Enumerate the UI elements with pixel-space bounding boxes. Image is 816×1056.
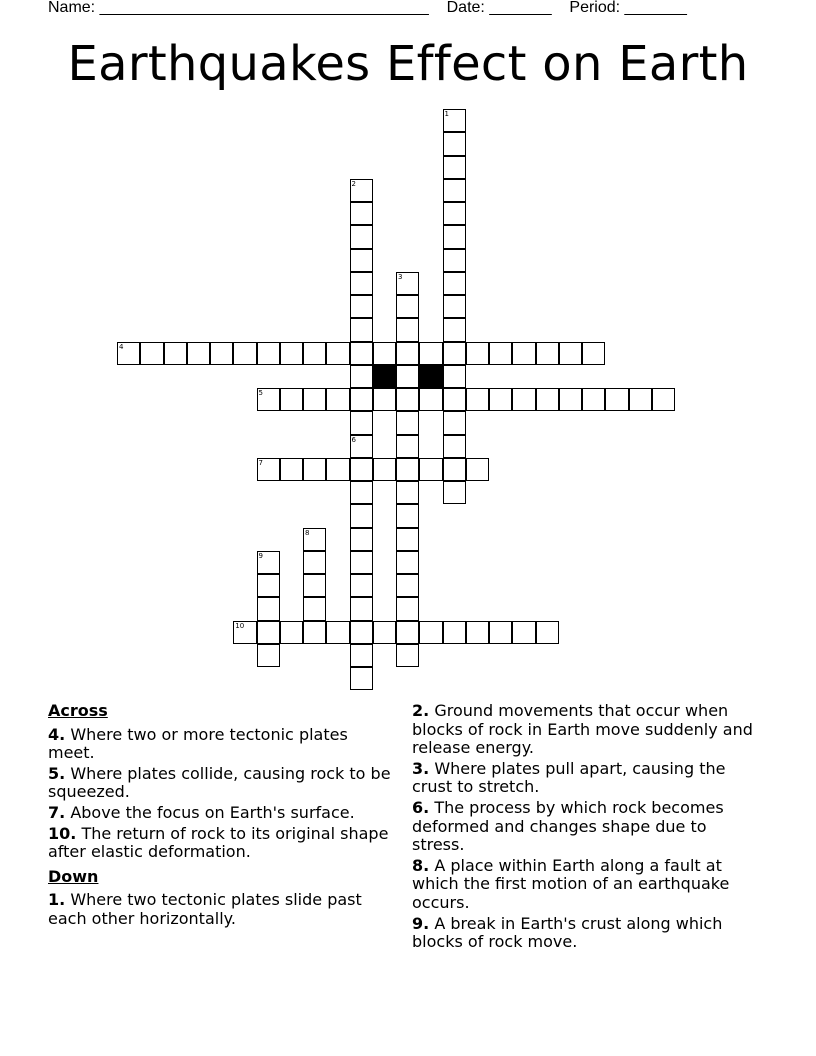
crossword-cell[interactable] (396, 621, 419, 644)
crossword-cell[interactable] (350, 388, 373, 411)
name-label: Name: (48, 0, 96, 16)
crossword-cell[interactable] (443, 202, 466, 225)
crossword-cell[interactable] (396, 388, 419, 411)
down-clue-6 (412, 799, 762, 855)
crossword-cell[interactable] (164, 342, 187, 365)
clue-number: 8. (412, 855, 430, 875)
clue-text: The process by which rock becomes deformed and changes shape due to stress. (412, 797, 724, 855)
clue-number-label: 2 (351, 179, 356, 188)
crossword-cell[interactable] (419, 458, 442, 481)
crossword-cell[interactable] (257, 621, 280, 644)
crossword-cell[interactable] (326, 458, 349, 481)
crossword-cell[interactable] (605, 388, 628, 411)
crossword-cell[interactable] (489, 388, 512, 411)
crossword-cell[interactable] (443, 458, 466, 481)
crossword-cell[interactable] (629, 388, 652, 411)
crossword-cell[interactable] (443, 156, 466, 179)
crossword-cell[interactable] (257, 597, 280, 620)
crossword-cell[interactable] (466, 458, 489, 481)
crossword-cell[interactable] (443, 621, 466, 644)
crossword-cell[interactable] (443, 365, 466, 388)
crossword-cell[interactable] (443, 225, 466, 248)
crossword-cell[interactable] (396, 411, 419, 434)
crossword-cell[interactable] (396, 504, 419, 527)
crossword-cell[interactable] (396, 481, 419, 504)
down-clue-8 (412, 857, 762, 913)
crossword-cell[interactable] (303, 528, 326, 551)
crossword-cell[interactable] (303, 574, 326, 597)
clue-number: 4. (48, 724, 66, 744)
crossword-cell[interactable] (303, 342, 326, 365)
crossword-cell[interactable] (373, 621, 396, 644)
crossword-cell[interactable] (396, 458, 419, 481)
crossword-cell[interactable] (257, 574, 280, 597)
crossword-cell[interactable] (582, 388, 605, 411)
crossword-cell[interactable] (233, 342, 256, 365)
clue-text: The return of rock to its original shape after elastic deformation. (48, 823, 389, 862)
crossword-cell[interactable] (350, 481, 373, 504)
across-clue-5 (48, 765, 393, 802)
clue-number-label: 1 (444, 110, 449, 118)
crossword-cell[interactable] (350, 295, 373, 318)
crossword-cell[interactable] (350, 365, 373, 388)
crossword-cell[interactable] (443, 109, 466, 132)
down-clue-3 (412, 760, 762, 797)
crossword-cell[interactable] (303, 621, 326, 644)
crossword-cell[interactable] (350, 435, 373, 458)
clue-number: 5. (48, 763, 66, 783)
crossword-cell[interactable] (559, 388, 582, 411)
clue-text: Where two or more tectonic plates meet. (48, 724, 348, 763)
crossword-cell[interactable] (419, 388, 442, 411)
crossword-cell[interactable] (443, 411, 466, 434)
clue-number: 3. (412, 758, 430, 778)
clue-number-label: 6 (351, 435, 356, 444)
down-clue-9 (412, 915, 762, 952)
crossword-cell[interactable] (443, 272, 466, 295)
crossword-cell[interactable] (559, 342, 582, 365)
crossword-cell[interactable] (536, 621, 559, 644)
crossword-black-cell (373, 365, 396, 388)
crossword-cell[interactable] (280, 342, 303, 365)
period-label: Period: (569, 0, 621, 16)
crossword-cell[interactable] (396, 528, 419, 551)
crossword-cell[interactable] (443, 435, 466, 458)
clue-text: Where plates pull apart, causing the crust to stretch. (412, 758, 726, 797)
crossword-cell[interactable] (140, 342, 163, 365)
crossword-cell[interactable] (326, 342, 349, 365)
crossword-cell[interactable] (280, 458, 303, 481)
crossword-cell[interactable] (257, 644, 280, 667)
crossword-cell[interactable] (419, 621, 442, 644)
crossword-cell[interactable] (396, 597, 419, 620)
crossword-cell[interactable] (373, 458, 396, 481)
crossword-cell[interactable] (419, 342, 442, 365)
crossword-cell[interactable] (536, 342, 559, 365)
down-clue-2 (412, 702, 762, 758)
crossword-cell[interactable] (350, 225, 373, 248)
crossword-cell[interactable] (512, 621, 535, 644)
crossword-cell[interactable] (350, 644, 373, 667)
crossword-cell[interactable] (257, 551, 280, 574)
crossword-cell[interactable] (466, 621, 489, 644)
crossword-cell[interactable] (350, 342, 373, 365)
crossword-cell[interactable] (350, 551, 373, 574)
crossword-cell[interactable] (466, 388, 489, 411)
clues-left-column (48, 702, 393, 931)
crossword-cell[interactable] (396, 295, 419, 318)
crossword-cell[interactable] (303, 458, 326, 481)
crossword-cell[interactable] (512, 388, 535, 411)
across-heading: Across (48, 701, 108, 720)
crossword-cell[interactable] (280, 388, 303, 411)
crossword-cell[interactable] (443, 318, 466, 341)
clue-number-label: 3 (398, 272, 403, 281)
clues-right-column (412, 702, 762, 954)
clue-text: Ground movements that occur when blocks of rock in Earth move suddenly and release energy. (412, 701, 753, 758)
crossword-cell[interactable] (257, 388, 280, 411)
clue-number: 6. (412, 797, 430, 817)
crossword-cell[interactable] (373, 388, 396, 411)
clue-number: 10. (48, 823, 77, 843)
crossword-cell[interactable] (350, 667, 373, 690)
crossword-cell[interactable] (443, 342, 466, 365)
crossword-cell[interactable] (396, 435, 419, 458)
crossword-cell[interactable] (117, 342, 140, 365)
crossword-cell[interactable] (396, 574, 419, 597)
crossword-cell[interactable] (443, 481, 466, 504)
crossword-cell[interactable] (652, 388, 675, 411)
crossword-cell[interactable] (396, 272, 419, 295)
crossword-cell[interactable] (257, 458, 280, 481)
crossword-cell[interactable] (326, 621, 349, 644)
crossword-cell[interactable] (187, 342, 210, 365)
crossword-cell[interactable] (443, 249, 466, 272)
clue-number: 9. (412, 913, 430, 933)
crossword-cell[interactable] (210, 342, 233, 365)
crossword-cell[interactable] (466, 342, 489, 365)
crossword-cell[interactable] (489, 342, 512, 365)
clue-number: 1. (48, 890, 66, 910)
crossword-cell[interactable] (396, 318, 419, 341)
period-blank[interactable]: _______ (624, 0, 687, 16)
crossword-cell[interactable] (350, 597, 373, 620)
crossword-cell[interactable] (443, 388, 466, 411)
page-title: Earthquakes Effect on Earth (67, 36, 749, 92)
name-blank[interactable]: _____________________________________ (99, 0, 429, 16)
clue-number-label: 10 (235, 621, 245, 630)
clue-text: Where plates collide, causing rock to be squeezed. (48, 763, 391, 802)
crossword-cell[interactable] (443, 179, 466, 202)
crossword-cell[interactable] (512, 342, 535, 365)
date-label: Date: (446, 0, 485, 16)
crossword-cell[interactable] (443, 295, 466, 318)
crossword-cell[interactable] (350, 249, 373, 272)
clue-number-label: 7 (258, 458, 263, 467)
down-clue-1 (48, 891, 393, 928)
crossword-cell[interactable] (350, 458, 373, 481)
clue-text: Where two tectonic plates slide past each other horizontally. (48, 890, 362, 928)
crossword-cell[interactable] (582, 342, 605, 365)
crossword-cell[interactable] (303, 388, 326, 411)
crossword-cell[interactable] (303, 551, 326, 574)
crossword-cell[interactable] (489, 621, 512, 644)
crossword-cell[interactable] (233, 621, 256, 644)
crossword-cell[interactable] (373, 342, 396, 365)
crossword-cell[interactable] (536, 388, 559, 411)
crossword-cell[interactable] (303, 597, 326, 620)
crossword-cell[interactable] (350, 179, 373, 202)
down-heading: Down (48, 866, 99, 886)
clue-text: Above the focus on Earth's surface. (70, 802, 355, 822)
crossword-cell[interactable] (326, 388, 349, 411)
crossword-cell[interactable] (350, 318, 373, 341)
clue-number-label: 8 (305, 528, 310, 537)
clue-number-label: 9 (258, 551, 263, 560)
crossword-black-cell (419, 365, 442, 388)
clue-text: A break in Earth's crust along which blocks of rock move. (412, 913, 723, 952)
crossword-cell[interactable] (350, 528, 373, 551)
crossword-cell[interactable] (350, 202, 373, 225)
crossword-cell[interactable] (280, 621, 303, 644)
crossword-cell[interactable] (396, 551, 419, 574)
clue-number: 7. (48, 802, 66, 822)
across-clue-4 (48, 726, 393, 763)
crossword-cell[interactable] (396, 365, 419, 388)
crossword-cell[interactable] (350, 411, 373, 434)
clue-number: 2. (412, 701, 430, 720)
clue-text: A place within Earth along a fault at which the first motion of an earthquake occurs. (412, 855, 730, 912)
crossword-cell[interactable] (396, 342, 419, 365)
date-blank[interactable]: _______ (489, 0, 552, 16)
crossword-cell[interactable] (396, 644, 419, 667)
clue-number-label: 4 (119, 342, 124, 351)
clue-number-label: 5 (258, 389, 263, 397)
crossword-cell[interactable] (350, 272, 373, 295)
crossword-cell[interactable] (350, 621, 373, 644)
crossword-cell[interactable] (350, 504, 373, 527)
crossword-cell[interactable] (350, 574, 373, 597)
crossword-cell[interactable] (443, 132, 466, 155)
across-clue-10 (48, 825, 393, 862)
across-clue-7 (48, 804, 393, 823)
crossword-cell[interactable] (257, 342, 280, 365)
